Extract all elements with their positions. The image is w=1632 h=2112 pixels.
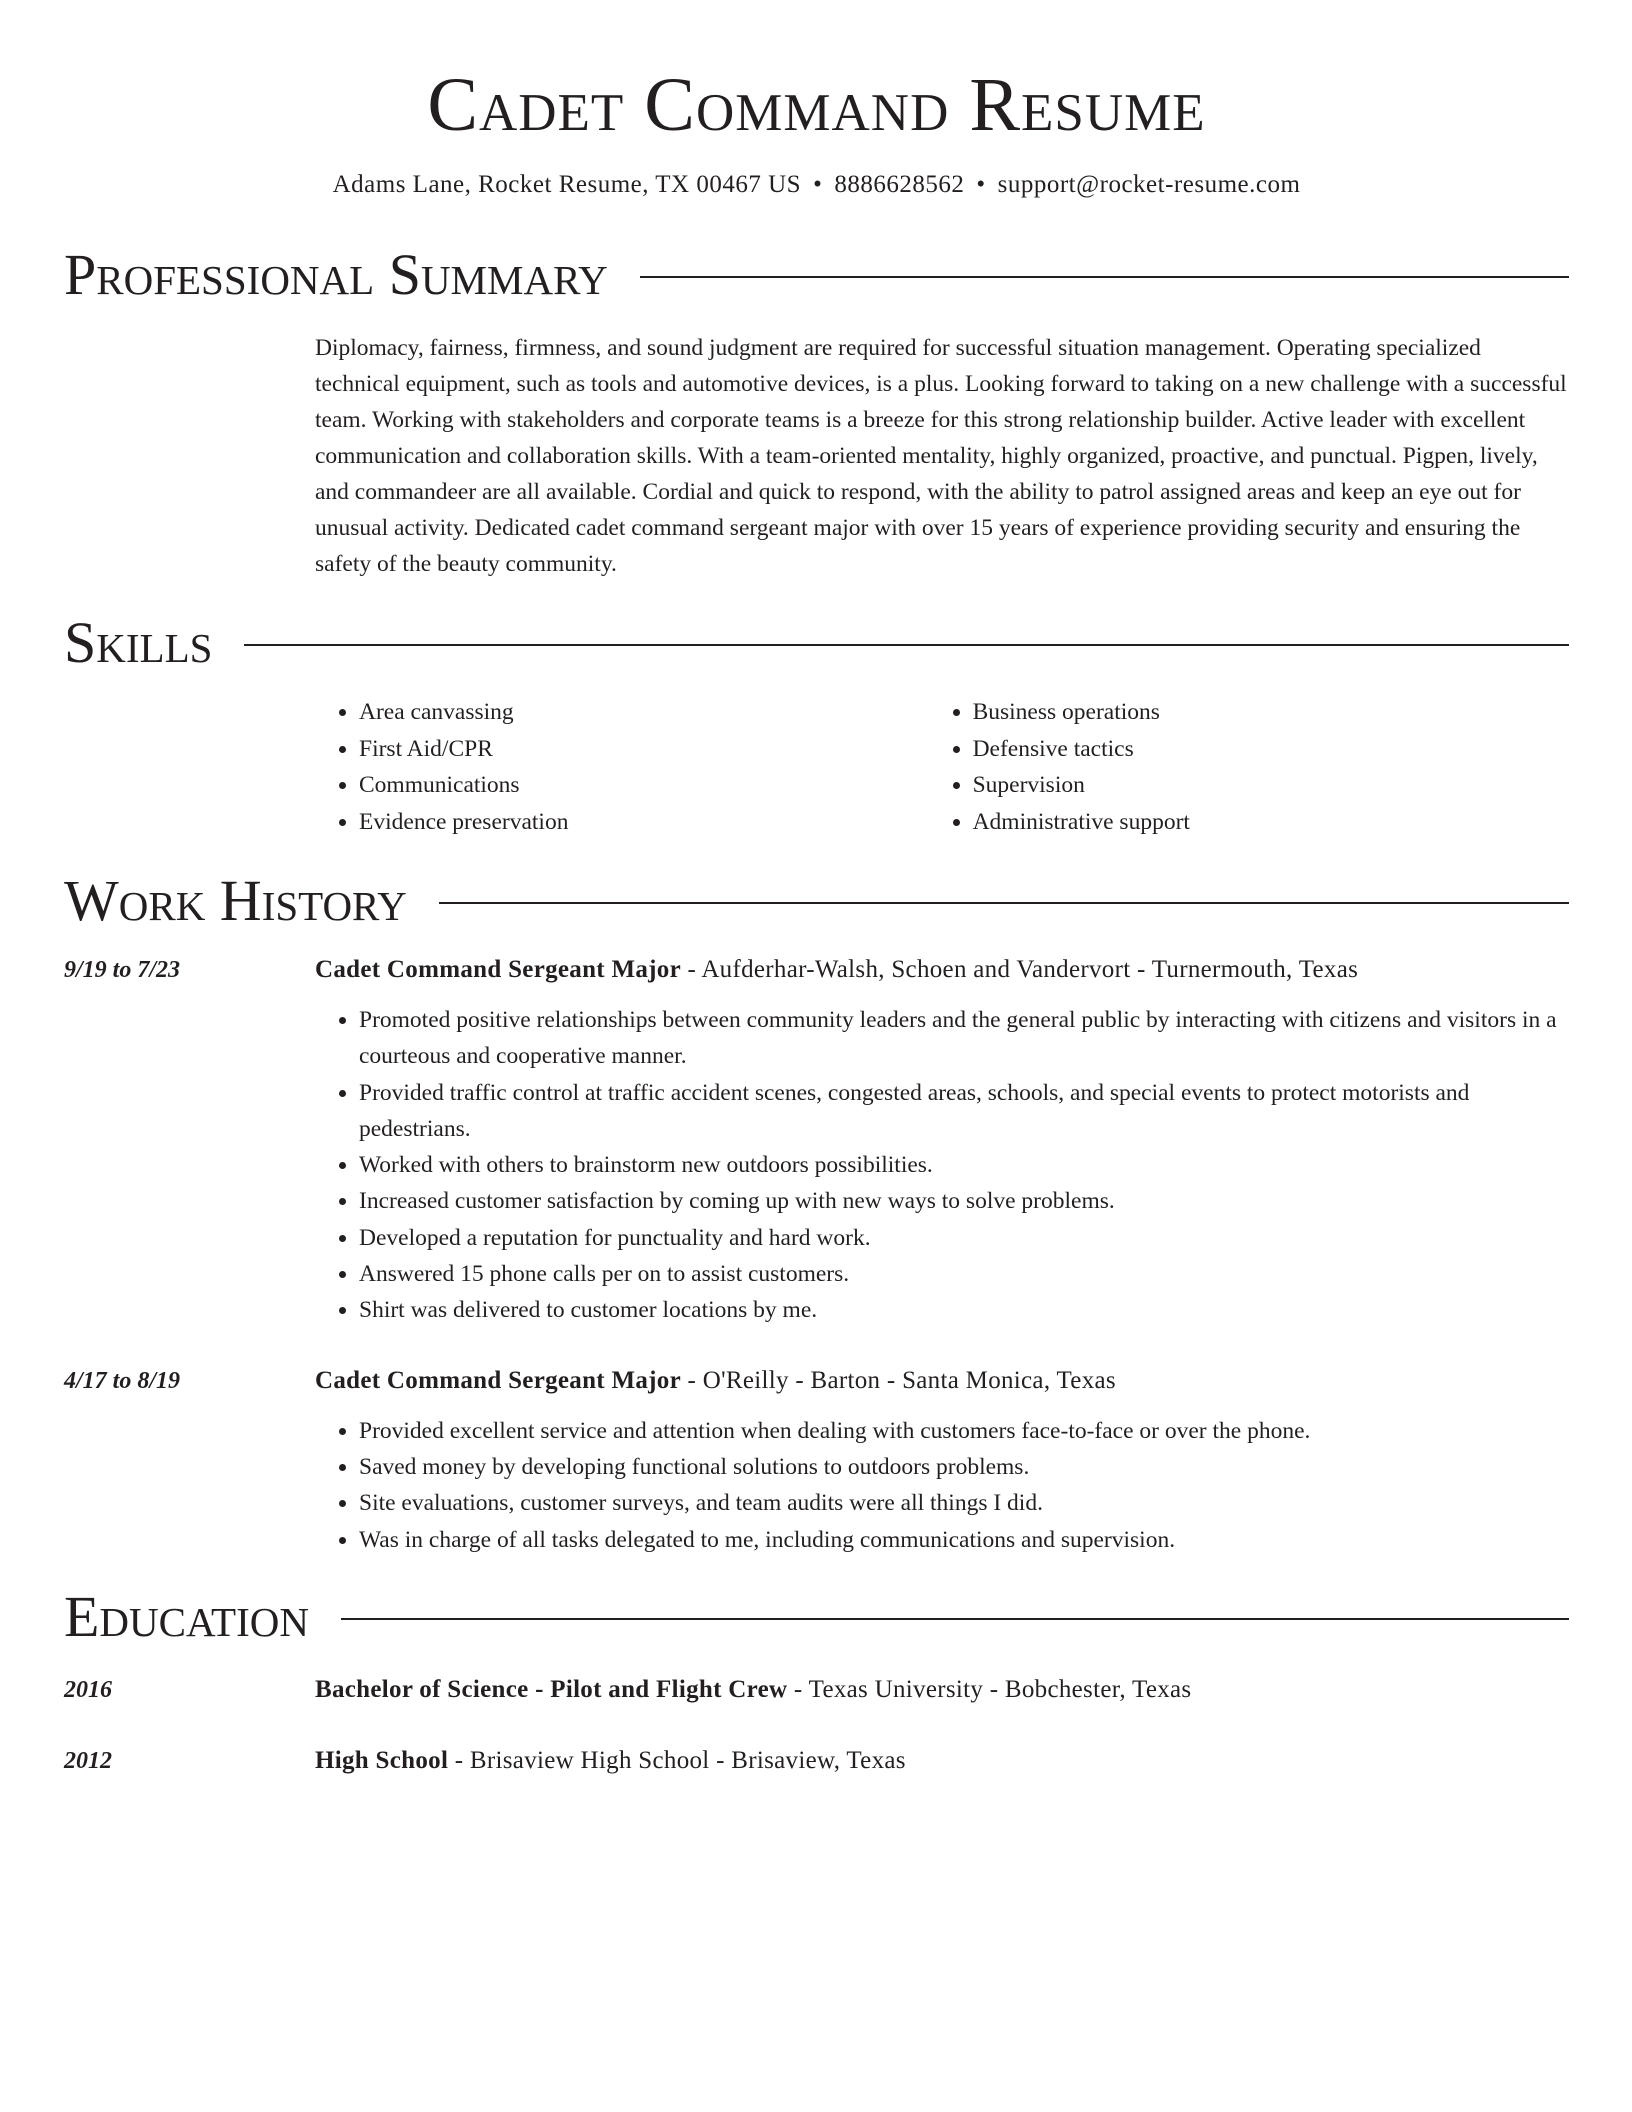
- job-body: [315, 1363, 1569, 1558]
- summary-text: Diplomacy, fairness, firmness, and sound judgment are required for successful situation management. Operating specialized technical equipment, such as tools and automotive devices, is a plus. Looking forward to taking on a new challenge with a successful team. Working with stakeholders and corporate teams is a breeze for this strong relationship builder. Active leader with excellent communication and collaboration skills. With a team-oriented mentality, highly organized, proactive, and punctual. Pigpen, lively, and commandeer are all available. Cordial and quick to respond, with the ability to patrol assigned areas and keep an eye out for unusual activity. Dedicated cadet command sergeant major with over 15 years of experience providing security and ensuring the safety of the beauty community.: [315, 335, 1567, 577]
- section-divider: [439, 902, 1569, 904]
- education-entry: [64, 1743, 1569, 1779]
- resume-name: Cadet Command Resume: [427, 63, 1206, 147]
- education-body: [315, 1743, 1569, 1779]
- job-bullet: • Worked with others to brainstorm new outdoors possibilities.: [359, 1147, 1569, 1183]
- job-title-line: [315, 952, 1569, 988]
- contact-separator: •: [976, 171, 986, 198]
- job-title: Cadet Command Sergeant Major: [315, 956, 681, 983]
- contact-email: support@rocket-resume.com: [997, 171, 1301, 198]
- contact-phone: 8886628562: [834, 171, 965, 198]
- skill-item: • Evidence preservation: [359, 804, 929, 841]
- skill-item: • Business operations: [973, 694, 1569, 731]
- work-section-header: [64, 870, 1569, 932]
- contact-line: [64, 170, 1569, 200]
- education-school: - Brisaview High School - Brisaview, Texas: [448, 1746, 906, 1774]
- skill-item: • Supervision: [973, 767, 1569, 804]
- job-employer: - Aufderhar-Walsh, Schoen and Vandervort - Turnermouth, Texas: [680, 956, 1359, 983]
- job-bullets: [315, 1413, 1569, 1558]
- summary-heading: Professional Summary: [64, 242, 608, 307]
- job-bullet: • Was in charge of all tasks delegated to me, including communications and supervision.: [359, 1522, 1569, 1558]
- skills-section-header: [64, 612, 1569, 674]
- job-entry: [64, 1363, 1569, 1558]
- job-entry: [64, 952, 1569, 1329]
- education-year: 2012: [64, 1747, 112, 1774]
- skills-list: [315, 694, 1569, 840]
- skill-item: • Defensive tactics: [973, 731, 1569, 768]
- skills-heading: Skills: [64, 610, 213, 675]
- job-dates: 9/19 to 7/23: [64, 957, 181, 983]
- education-section-header: [64, 1583, 1569, 1649]
- education-school: - Texas University - Bobchester, Texas: [787, 1675, 1192, 1703]
- job-employer: - O'Reilly - Barton - Santa Monica, Texas: [680, 1366, 1116, 1394]
- education-degree: High School: [315, 1746, 449, 1774]
- education-heading: Education: [64, 1583, 309, 1649]
- skill-item: • Communications: [359, 767, 929, 804]
- skill-item: • Area canvassing: [359, 694, 929, 731]
- education-title-line: [315, 1743, 1569, 1779]
- skill-item: • Administrative support: [973, 804, 1569, 841]
- education-title-line: [315, 1672, 1569, 1708]
- job-dates: 4/17 to 8/19: [64, 1367, 181, 1394]
- job-bullet: • Provided traffic control at traffic accident scenes, congested areas, schools, and special events to protect motorists and pedestrians.: [359, 1075, 1569, 1148]
- education-year: 2016: [64, 1676, 112, 1703]
- job-bullets: [315, 1002, 1569, 1329]
- job-body: [315, 952, 1569, 1329]
- job-bullet: • Provided excellent service and attention when dealing with customers face-to-face or over the phone.: [359, 1413, 1569, 1449]
- education-degree: Bachelor of Science - Pilot and Flight Crew: [315, 1675, 788, 1703]
- skill-item: • First Aid/CPR: [359, 731, 929, 768]
- job-bullet: • Saved money by developing functional solutions to outdoors problems.: [359, 1449, 1569, 1485]
- job-bullet: • Shirt was delivered to customer locations by me.: [359, 1292, 1569, 1328]
- resume-page: [64, 0, 1569, 1779]
- skills-column-right: [929, 694, 1569, 840]
- job-title: Cadet Command Sergeant Major: [315, 1366, 681, 1394]
- job-title-line: [315, 1363, 1569, 1399]
- contact-address: Adams Lane, Rocket Resume, TX 00467 US: [332, 171, 802, 198]
- job-bullet: • Developed a reputation for punctuality and hard work.: [359, 1220, 1569, 1256]
- section-divider: [341, 1618, 1569, 1620]
- job-bullet: • Answered 15 phone calls per on to assist customers.: [359, 1256, 1569, 1292]
- job-bullet: • Site evaluations, customer surveys, and team audits were all things I did.: [359, 1485, 1569, 1521]
- work-heading: Work History: [64, 868, 407, 933]
- education-body: [315, 1672, 1569, 1708]
- skills-column-left: [315, 694, 929, 840]
- section-divider: [640, 276, 1569, 278]
- education-entry: [64, 1672, 1569, 1708]
- section-divider: [244, 644, 1569, 646]
- summary-section-header: [64, 244, 1569, 306]
- job-bullet: • Promoted positive relationships between community leaders and the general public by interacting with citizens and visitors in a courteous and cooperative manner.: [359, 1002, 1569, 1075]
- job-bullet: • Increased customer satisfaction by coming up with new ways to solve problems.: [359, 1183, 1569, 1219]
- contact-separator: •: [813, 171, 823, 198]
